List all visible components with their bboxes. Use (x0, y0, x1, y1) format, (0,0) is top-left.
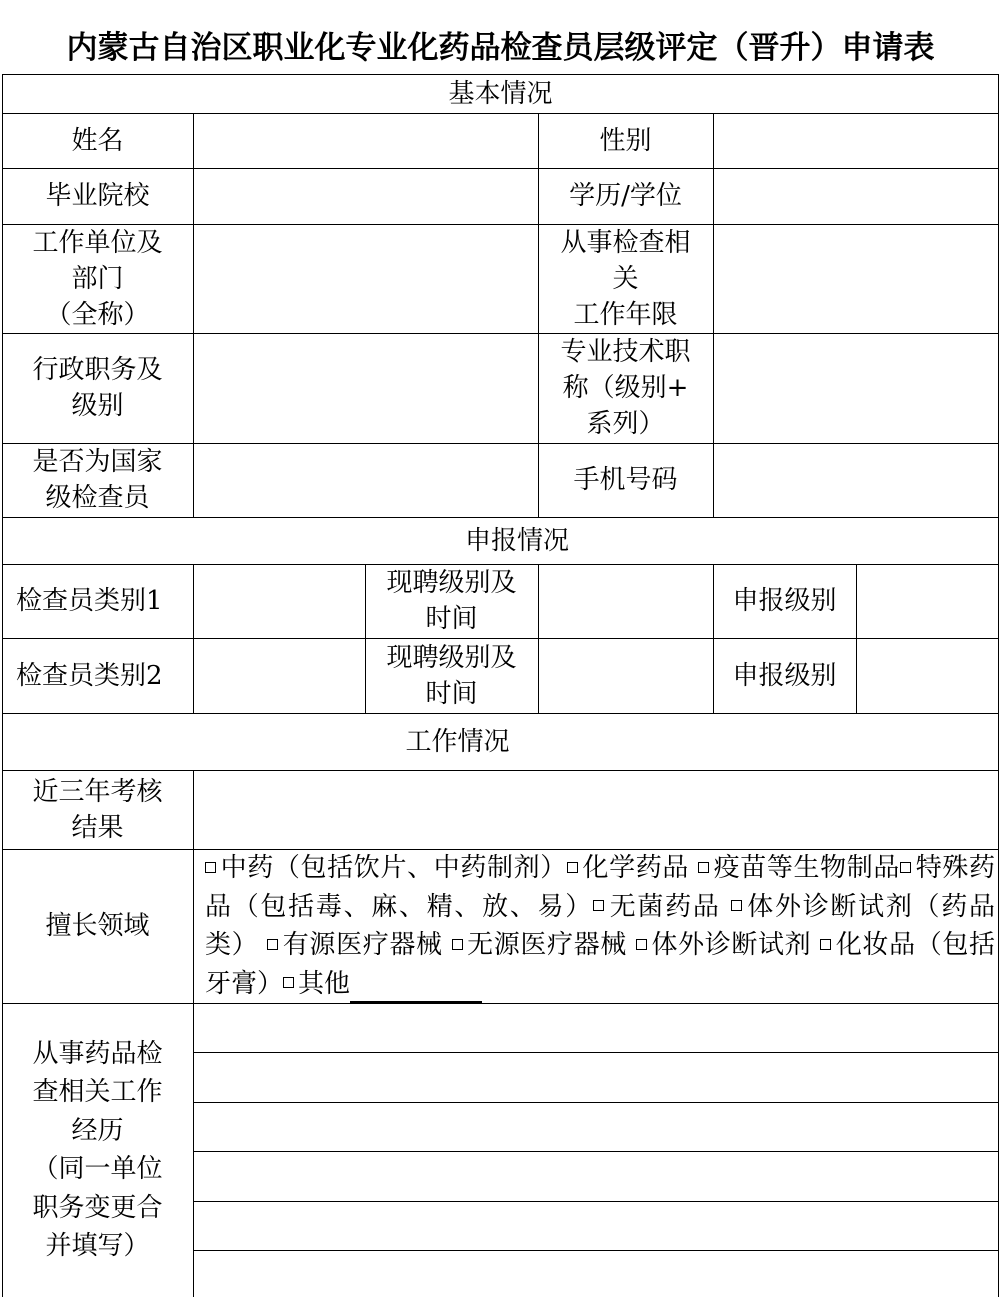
checkbox-chemical[interactable] (567, 862, 578, 873)
checkbox-cosmetics[interactable] (820, 939, 831, 950)
admin-position-field[interactable] (194, 334, 538, 443)
apply-level-2-field[interactable] (857, 639, 998, 713)
other-input[interactable] (350, 973, 482, 1003)
section-basic-header: 基本情况 (448, 78, 553, 109)
checkbox-biologics[interactable] (698, 862, 709, 873)
degree-field[interactable] (714, 169, 998, 224)
label-current-level-2: 现聘级别及 时间 (386, 642, 517, 709)
label-name: 姓名 (71, 125, 124, 156)
label-assessment: 近三年考核 结果 (32, 776, 163, 843)
label-phone: 手机号码 (573, 465, 678, 495)
assessment-field[interactable] (194, 771, 998, 849)
name-field[interactable] (194, 114, 538, 168)
label-inspector-category-1: 检查员类别1 (16, 586, 163, 616)
inspector-category-1-field[interactable] (194, 565, 365, 638)
label-work-unit: 工作单位及 部门 （全称） (32, 227, 163, 330)
apply-level-1-field[interactable] (857, 565, 998, 638)
label-apply-level-2: 申报级别 (732, 660, 837, 691)
label-gender: 性别 (599, 125, 652, 156)
section-work-header: 工作情况 (405, 726, 510, 757)
table-border-right (998, 74, 999, 1297)
label-admin-position: 行政职务及 级别 (32, 355, 163, 421)
inspector-category-2-field[interactable] (194, 639, 365, 713)
label-inspector-category-2: 检查员类别2 (16, 660, 163, 691)
label-current-level-1: 现聘级别及 时间 (386, 568, 517, 634)
checkbox-ivd-drug[interactable] (731, 900, 742, 911)
work-unit-field[interactable] (194, 225, 538, 333)
label-school: 毕业院校 (45, 181, 150, 211)
label-professional-title: 专业技术职 称（级别+ 系列） (560, 337, 691, 439)
school-field[interactable] (194, 169, 538, 224)
label-apply-level-1: 申报级别 (732, 586, 837, 616)
current-level-2-field[interactable] (539, 639, 713, 713)
label-degree: 学历/学位 (569, 181, 682, 211)
checkbox-tcm[interactable] (205, 862, 216, 873)
expertise-options: 中药（包括饮片、中药制剂） 化学药品 疫苗等生物制品 特殊药品（包括毒、麻、精、放、易） 无菌药品 体外诊断试剂（药品类） 有源医疗器械 无源医疗器械 体外诊断试剂 化妆品（包括牙膏） 其他 (205, 849, 995, 1003)
checkbox-ivd[interactable] (636, 939, 647, 950)
checkbox-active-device[interactable] (267, 939, 278, 950)
section-report-header: 申报情况 (464, 525, 569, 556)
national-inspector-field[interactable] (194, 444, 538, 517)
checkbox-sterile[interactable] (593, 900, 604, 911)
checkbox-passive-device[interactable] (452, 939, 463, 950)
current-level-1-field[interactable] (539, 565, 713, 638)
label-expertise: 擅长领域 (45, 911, 150, 941)
phone-field[interactable] (714, 444, 998, 517)
professional-title-field[interactable] (714, 334, 998, 443)
experience-field[interactable] (194, 1004, 998, 1297)
label-inspection-years: 从事检查相 关 工作年限 (560, 227, 691, 330)
gender-field[interactable] (714, 114, 998, 168)
form-title: 内蒙古自治区职业化专业化药品检查员层级评定（晋升）申请表 (66, 30, 935, 66)
checkbox-special[interactable] (900, 862, 911, 873)
checkbox-other[interactable] (283, 977, 294, 988)
inspection-years-field[interactable] (714, 225, 998, 333)
label-experience: 从事药品检 查相关工作 经历 （同一单位 职务变更合 并填写） (32, 1038, 163, 1261)
label-national-inspector: 是否为国家 级检查员 (32, 447, 163, 513)
